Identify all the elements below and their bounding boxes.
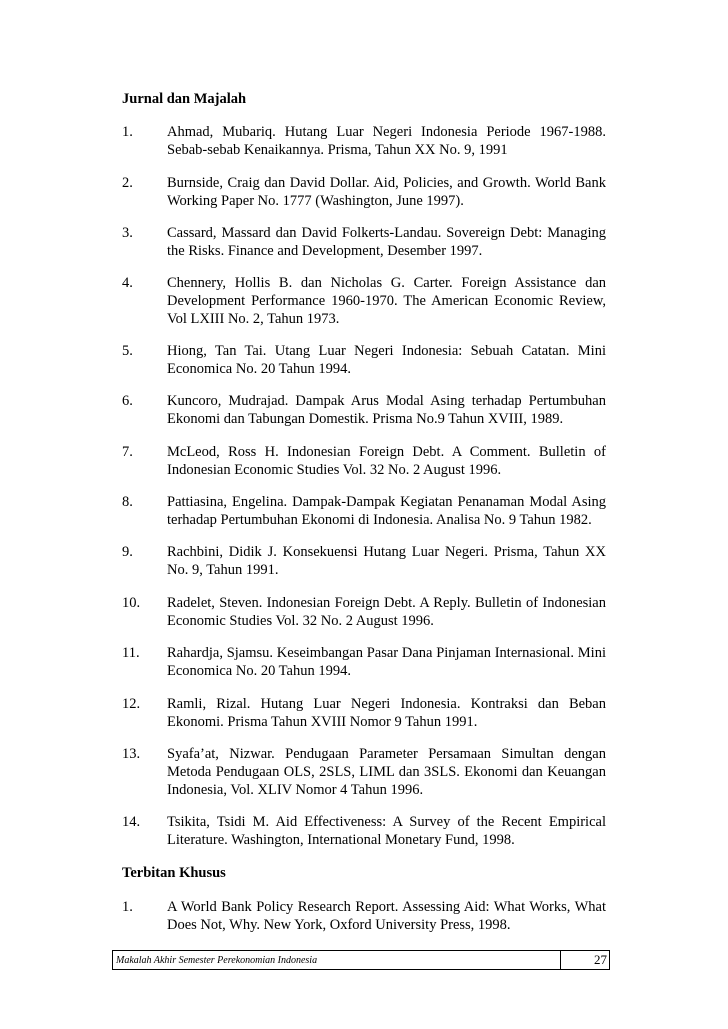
reference-text: Tsikita, Tsidi M. Aid Effectiveness: A Survey of the Recent Empirical Literature. Washington, International Monetary Fund, 1998. — [167, 814, 606, 848]
reference-number: 13. — [122, 746, 141, 762]
reference-entry — [122, 224, 606, 260]
reference-entry — [122, 123, 606, 159]
reference-number: 8. — [122, 494, 133, 510]
reference-text: Ramli, Rizal. Hutang Luar Negeri Indonesia. Kontraksi dan Beban Ekonomi. Prisma Tahun XVIII Nomor 9 Tahun 1991. — [167, 696, 606, 730]
reference-entry — [122, 392, 606, 428]
reference-text: Chennery, Hollis B. dan Nicholas G. Carter. Foreign Assistance dan Development Performance 1960-1970. The American Economic Review, Vol LXIII No. 2, Tahun 1973. — [167, 275, 606, 327]
reference-number: 3. — [122, 225, 133, 241]
reference-entry — [122, 813, 606, 849]
reference-number: 14. — [122, 814, 141, 830]
page-footer — [112, 950, 610, 970]
reference-text: Radelet, Steven. Indonesian Foreign Debt. A Reply. Bulletin of Indonesian Economic Studies Vol. 32 No. 2 August 1996. — [167, 595, 606, 629]
reference-entry — [122, 443, 606, 479]
reference-text: Pattiasina, Engelina. Dampak-Dampak Kegiatan Penanaman Modal Asing terhadap Pertumbuhan Ekonomi di Indonesia. Analisa No. 9 Tahun 1982. — [167, 494, 606, 528]
reference-entry — [122, 898, 606, 934]
reference-text: Rachbini, Didik J. Konsekuensi Hutang Luar Negeri. Prisma, Tahun XX No. 9, Tahun 1991. — [167, 544, 606, 578]
footer-title: Makalah Akhir Semester Perekonomian Indonesia — [116, 955, 318, 966]
reference-number: 9. — [122, 544, 133, 560]
reference-entry — [122, 594, 606, 630]
reference-text: Cassard, Massard dan David Folkerts-Landau. Sovereign Debt: Managing the Risks. Finance and Development, Desember 1997. — [167, 225, 606, 259]
reference-entry — [122, 342, 606, 378]
reference-number: 7. — [122, 444, 133, 460]
reference-text: Kuncoro, Mudrajad. Dampak Arus Modal Asing terhadap Pertumbuhan Ekonomi dan Tabungan Domestik. Prisma No.9 Tahun XVIII, 1989. — [167, 393, 606, 427]
reference-entry — [122, 493, 606, 529]
reference-number: 1. — [122, 899, 133, 915]
reference-number: 5. — [122, 343, 133, 359]
section-heading-journals: Jurnal dan Majalah — [122, 91, 247, 107]
page-number: 27 — [594, 952, 607, 967]
reference-entry — [122, 543, 606, 579]
reference-number: 10. — [122, 595, 141, 611]
reference-number: 1. — [122, 124, 133, 140]
reference-number: 12. — [122, 696, 141, 712]
reference-number: 2. — [122, 175, 133, 191]
reference-text: Ahmad, Mubariq. Hutang Luar Negeri Indonesia Periode 1967-1988. Sebab-sebab Kenaikannya. Prisma, Tahun XX No. 9, 1991 — [167, 124, 606, 158]
reference-text: Hiong, Tan Tai. Utang Luar Negeri Indonesia: Sebuah Catatan. Mini Economica No. 20 Tahun 1994. — [167, 343, 606, 377]
reference-number: 11. — [122, 645, 140, 661]
reference-entry — [122, 274, 606, 328]
reference-number: 4. — [122, 275, 133, 291]
reference-entry — [122, 695, 606, 731]
reference-number: 6. — [122, 393, 133, 409]
reference-text: Burnside, Craig dan David Dollar. Aid, Policies, and Growth. World Bank Working Paper No. 1777 (Washington, June 1997). — [167, 175, 606, 209]
reference-entry — [122, 644, 606, 680]
reference-text: A World Bank Policy Research Report. Assessing Aid: What Works, What Does Not, Why. New York, Oxford University Press, 1998. — [167, 899, 606, 933]
reference-entry — [122, 174, 606, 210]
reference-entry — [122, 745, 606, 799]
section-heading-special-publications: Terbitan Khusus — [122, 865, 226, 881]
reference-text: Syafa’at, Nizwar. Pendugaan Parameter Persamaan Simultan dengan Metoda Pendugaan OLS, 2SLS, LIML dan 3SLS. Ekonomi dan Keuangan Indonesia, Vol. XLIV Nomor 4 Tahun 1996. — [167, 746, 606, 798]
reference-text: McLeod, Ross H. Indonesian Foreign Debt. A Comment. Bulletin of Indonesian Economic Studies Vol. 32 No. 2 August 1996. — [167, 444, 606, 478]
reference-text: Rahardja, Sjamsu. Keseimbangan Pasar Dana Pinjaman Internasional. Mini Economica No. 20 Tahun 1994. — [167, 645, 606, 679]
